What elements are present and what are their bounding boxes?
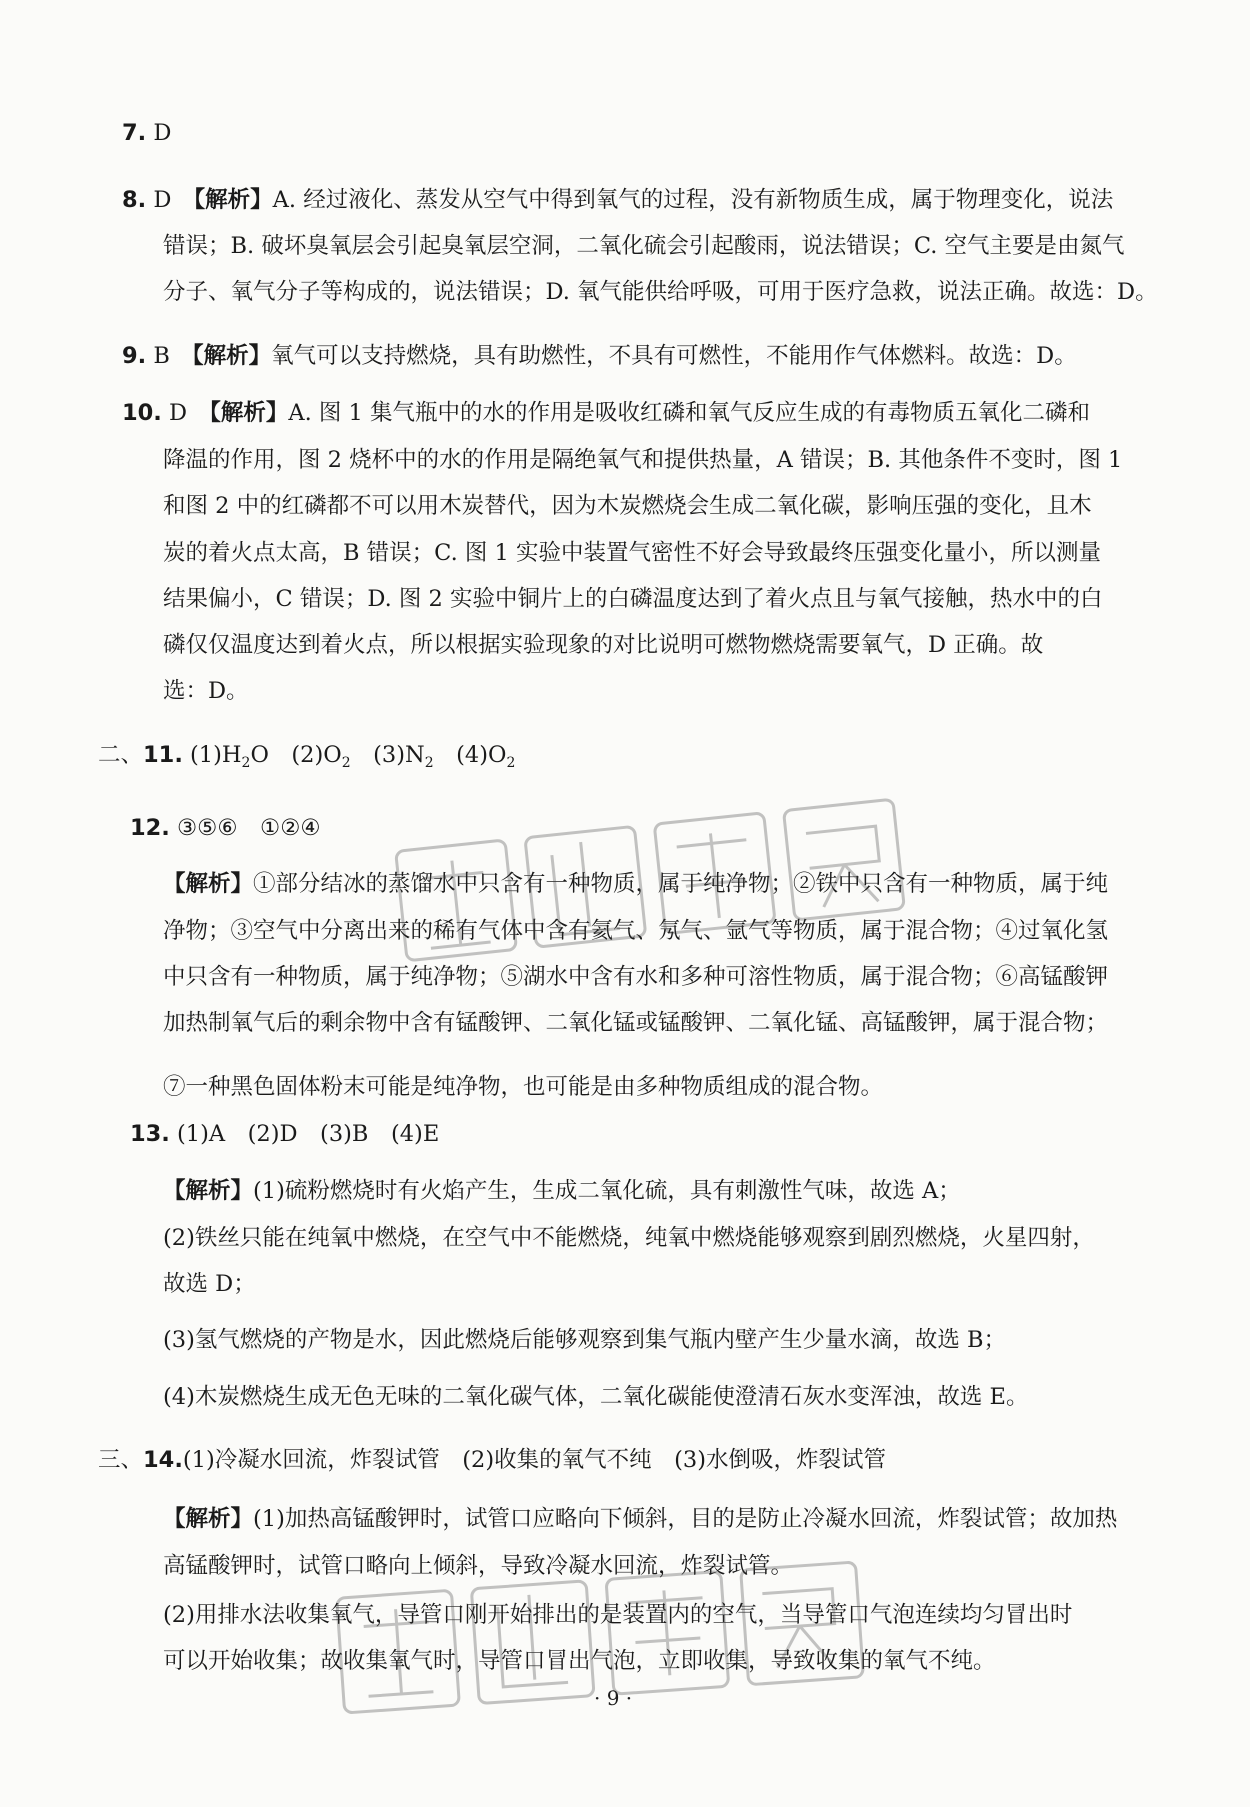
answer-13-line-1: 【解析】(1)硫粉燃烧时有火焰产生，生成二氧化硫，具有刺激性气味，故选 A； [163, 1178, 961, 1204]
answer-13-line-4: (3)氢气燃烧的产物是水，因此燃烧后能够观察到集气瓶内壁产生少量水滴，故选 B； [163, 1327, 1007, 1353]
answer-10-line-2: 降温的作用，图 2 烧杯中的水的作用是隔绝氧气和提供热量，A 错误；B. 其他条件不变时，图 1 [163, 447, 1123, 473]
answer-10-line-6: 磷仅仅温度达到着火点，所以根据实验现象的对比说明可燃物燃烧需要氧气，D 正确。故 [163, 632, 1044, 658]
answer-8-line-1: 8. D 【解析】A. 经过液化、蒸发从空气中得到氧气的过程，没有新物质生成，属于物理变化，说法 [122, 187, 1114, 213]
answer-14-line-1: 【解析】(1)加热高锰酸钾时，试管口应略向下倾斜，目的是防止冷凝水回流，炸裂试管；故加热 [163, 1506, 1118, 1532]
answer-8-line-3: 分子、氧气分子等构成的，说法错误；D. 氧气能供给呼吸，可用于医疗急救，说法正确。故选：D。 [163, 279, 1158, 305]
answer-14-header: 三、14.(1)冷凝水回流，炸裂试管 (2)收集的氧气不纯 (3)水倒吸，炸裂试管 [98, 1447, 886, 1473]
page-number: · 9 · [594, 1686, 633, 1710]
answer-11: 二、11. $(1)H_2O$ $(2)O_2$ $(3)N_2$ $(4)O_2$ [98, 742, 516, 771]
answer-10-line-4: 炭的着火点太高，B 错误；C. 图 1 实验中装置气密性不好会导致最终压强变化量小，所以测量 [163, 540, 1102, 566]
watermark-stamp-bottom [320, 1555, 880, 1720]
answer-10-line-3: 和图 2 中的红磷都不可以用木炭替代，因为木炭燃烧会生成二氧化碳，影响压强的变化，且木 [163, 493, 1092, 519]
answer-12-line-3: 中只含有一种物质，属于纯净物；⑤湖水中含有水和多种可溶性物质，属于混合物；⑥高锰酸钾 [163, 964, 1109, 990]
answer-14-line-4: 可以开始收集；故收集氧气时，导管口冒出气泡，立即收集，导致收集的氧气不纯。 [163, 1648, 996, 1674]
answer-10-line-5: 结果偏小，C 错误；D. 图 2 实验中铜片上的白磷温度达到了着火点且与氧气接触，热水中的白 [163, 586, 1103, 612]
answer-14-line-3: (2)用排水法收集氧气，导管口刚开始排出的是装置内的空气，当导管口气泡连续均匀冒出时 [163, 1602, 1073, 1628]
watermark-stamp-top [380, 795, 920, 965]
answer-10-line-7: 选：D。 [163, 678, 249, 704]
answer-10-line-1: 10. D 【解析】A. 图 1 集气瓶中的水的作用是吸收红磷和氧气反应生成的有毒物质五氧化二磷和 [122, 400, 1091, 426]
answer-7: 7. D [122, 120, 172, 146]
answer-13-line-5: (4)木炭燃烧生成无色无味的二氧化碳气体，二氧化碳能使澄清石灰水变浑浊，故选 E。 [163, 1384, 1029, 1410]
answer-13-line-3: 故选 D； [163, 1271, 256, 1297]
answer-12-line-2: 净物；③空气中分离出来的稀有气体中含有氦气、氖气、氩气等物质，属于混合物；④过氧化氢 [163, 918, 1109, 944]
answer-12-line-5: ⑦一种黑色固体粉末可能是纯净物，也可能是由多种物质组成的混合物。 [163, 1074, 884, 1100]
answer-9: 9. B 【解析】氧气可以支持燃烧，具有助燃性，不具有可燃性，不能用作气体燃料。故选：D。 [122, 343, 1077, 369]
answer-12-header: 12. ③⑤⑥ ①②④ [130, 815, 321, 841]
answer-12-line-4: 加热制氧气后的剩余物中含有锰酸钾、二氧化锰或锰酸钾、二氧化锰、高锰酸钾，属于混合物； [163, 1010, 1109, 1036]
answer-14-line-2: 高锰酸钾时，试管口略向上倾斜，导致冷凝水回流，炸裂试管。 [163, 1553, 794, 1579]
answer-8-line-2: 错误；B. 破坏臭氧层会引起臭氧层空洞，二氧化硫会引起酸雨，说法错误；C. 空气主要是由氮气 [163, 233, 1125, 259]
answer-12-line-1: 【解析】①部分结冰的蒸馏水中只含有一种物质，属于纯净物；②铁中只含有一种物质，属于纯 [163, 871, 1109, 897]
answer-13-header: 13. (1)A (2)D (3)B (4)E [130, 1121, 440, 1147]
answer-13-line-2: (2)铁丝只能在纯氧中燃烧，在空气中不能燃烧，纯氧中燃烧能够观察到剧烈燃烧，火星四射， [163, 1225, 1095, 1251]
